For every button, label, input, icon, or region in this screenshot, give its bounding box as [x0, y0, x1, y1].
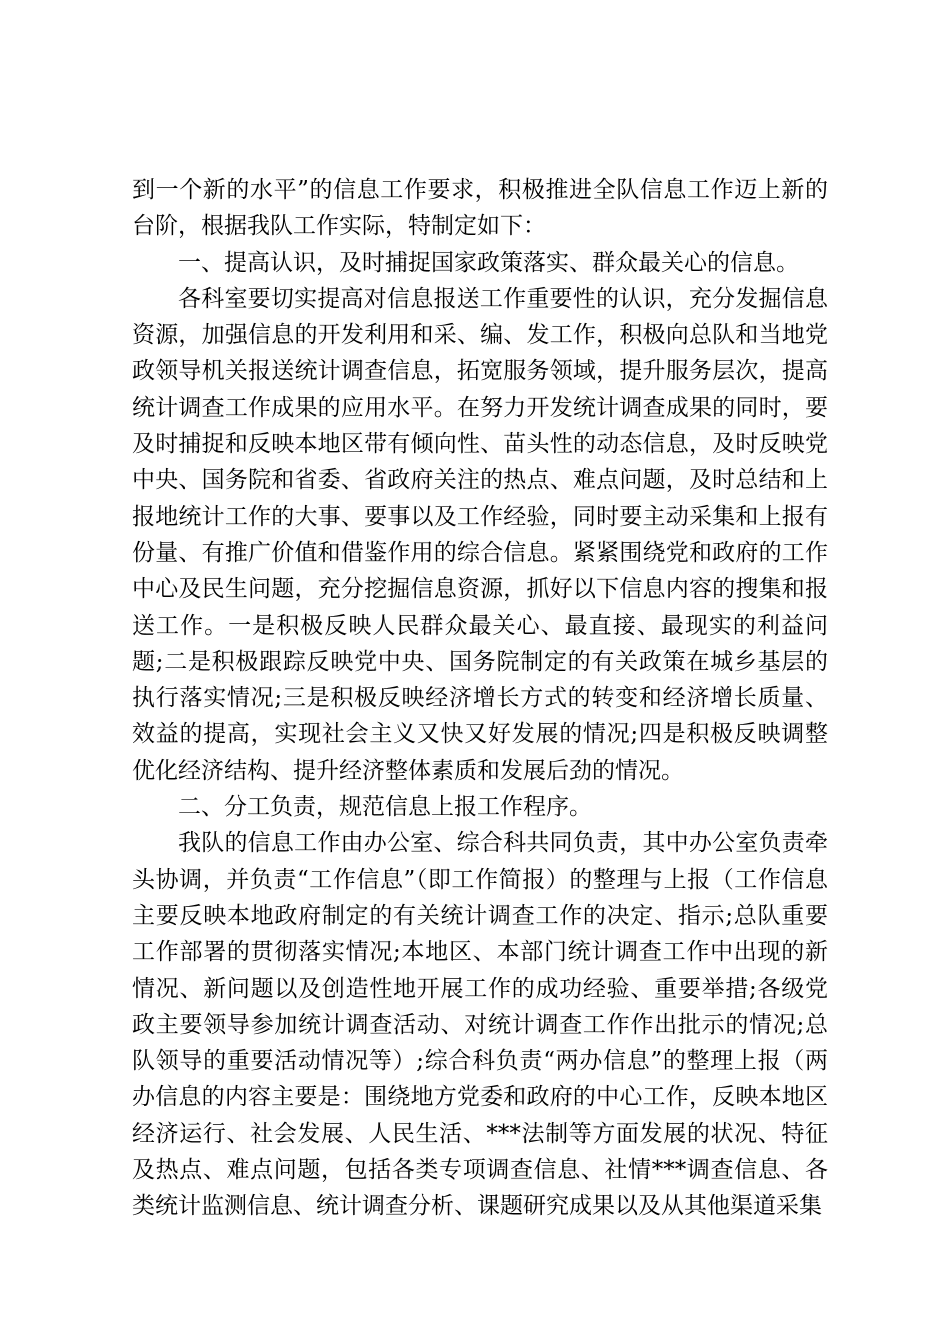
section-body-2: 我队的信息工作由办公室、综合科共同负责，其中办公室负责牵头协调，并负责“工作信息”（即工作简报）的整理与上报（工作信息主要反映本地政府制定的有关统计调查工作的决定、指示;总队重要工作部署的贯彻落实情况;本地区、本部门统计调查工作中出现的新情况、新问题以及创造性地开展工作的成功经验、重要举措;各级党政主要领导参加统计调查活动、对统计调查工作作出批示的情况;总队领导的重要活动情况等）;综合科负责“两办信息”的整理上报（两办信息的内容主要是：围绕地方党委和政府的中心工作，反映本地区经济运行、社会发展、人民生活、***法制等方面发展的状况、特征及热点、难点问题，包括各类专项调查信息、社情***调查信息、各类统计监测信息、统计调查分析、课题研究成果以及从其他渠道采集 [132, 830, 828, 1220]
paragraph-continuation: 到一个新的水平”的信息工作要求，积极推进全队信息工作迈上新的台阶，根据我队工作实际，特制定如下： [132, 177, 828, 240]
section-body-1: 各科室要切实提高对信息报送工作重要性的认识，充分发掘信息资源，加强信息的开发利用和采、编、发工作，积极向总队和当地党政领导机关报送统计调查信息，拓宽服务领域，提升服务层次，提高统计调查工作成果的应用水平。在努力开发统计调查成果的同时，要及时捕捉和反映本地区带有倾向性、苗头性的动态信息，及时反映党中央、国务院和省委、省政府关注的热点、难点问题，及时总结和上报地统计工作的大事、要事以及工作经验，同时要主动采集和上报有份量、有推广价值和借鉴作用的综合信息。紧紧围绕党和政府的工作中心及民生问题，充分挖掘信息资源，抓好以下信息内容的搜集和报送工作。一是积极反映人民群众最关心、最直接、最现实的利益问题;二是积极跟踪反映党中央、国务院制定的有关政策在城乡基层的执行落实情况;三是积极反映经济增长方式的转变和经济增长质量、效益的提高，实现社会主义又快又好发展的情况;四是积极反映调整优化经济结构、提升经济整体素质和发展后劲的情况。 [132, 285, 828, 784]
section-heading-2: 二、分工负责，规范信息上报工作程序。 [178, 794, 592, 821]
section-heading-1: 一、提高认识，及时捕捉国家政策落实、群众最关心的信息。 [178, 249, 799, 276]
document-body [132, 172, 828, 1225]
